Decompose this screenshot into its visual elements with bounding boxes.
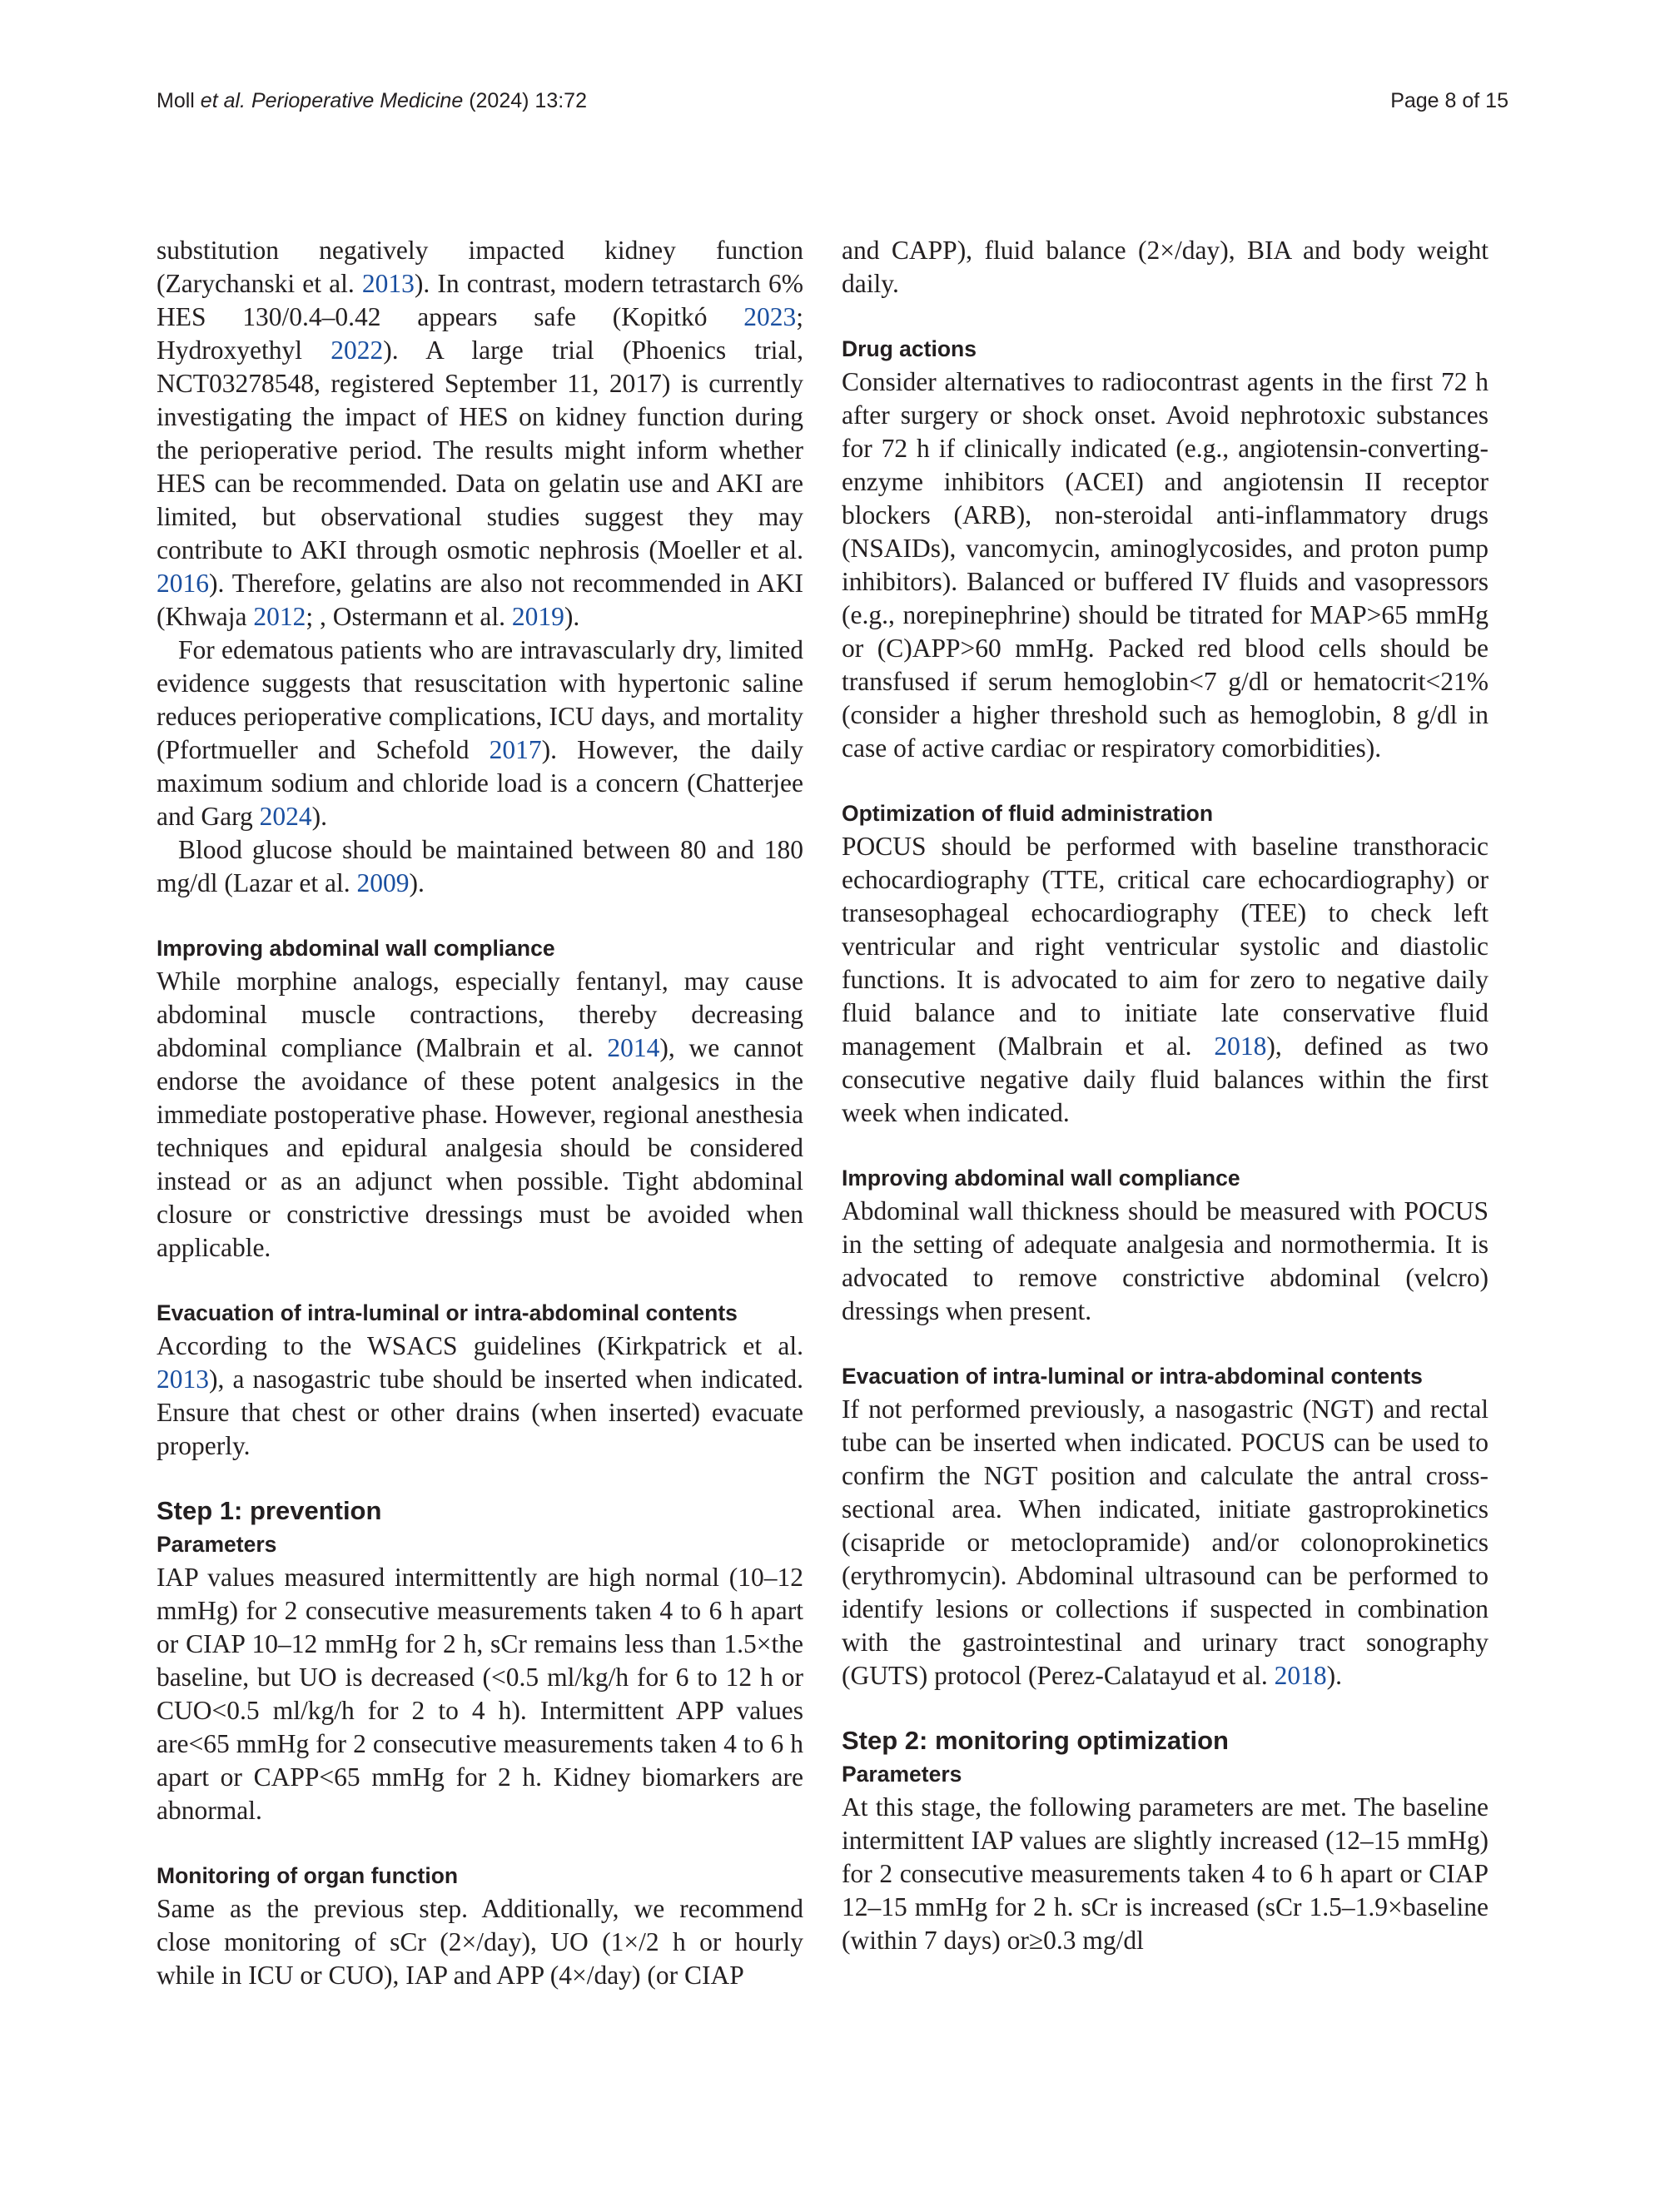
- citation-link[interactable]: 2018: [1214, 1031, 1267, 1061]
- running-header: [157, 89, 1508, 122]
- citation-link[interactable]: 2019: [511, 602, 564, 631]
- right-column: [842, 234, 1489, 1957]
- paragraph: At this stage, the following parameters are met. The baseline intermittent IAP values are slightly increased (12–15 mmHg) for 2 consecutive measurements taken 4 to 6 h apart or CIAP 12–15 mmHg for 2 h. sCr is increased (sCr 1.5–1.9×baseline (within 7 days) or≥0.3 mg/dl: [842, 1792, 1489, 1955]
- paragraph: and CAPP), fluid balance (2×/day), BIA and body weight daily.: [842, 236, 1489, 298]
- paragraph: According to the WSACS guidelines (Kirkpatrick et al. 2013), a nasogastric tube should be inserted when indicated. Ensure that chest or other drains (when inserted) evacuate properly.: [157, 1331, 803, 1460]
- citation-link[interactable]: 2012: [253, 602, 306, 631]
- step-heading: Step 1: prevention: [157, 1496, 382, 1525]
- paragraph: Blood glucose should be maintained between 80 and 180 mg/dl (Lazar et al. 2009).: [157, 835, 803, 897]
- section-heading: Improving abdominal wall compliance: [157, 936, 555, 961]
- citation-link[interactable]: 2013: [157, 1364, 209, 1394]
- section-heading: Evacuation of intra-luminal or intra-abdominal contents: [842, 1364, 1423, 1389]
- section-heading: Drug actions: [842, 336, 977, 361]
- paragraph: While morphine analogs, especially fentanyl, may cause abdominal muscle contractions, thereby decreasing abdominal compliance (Malbrain et al. 2014), we cannot endorse the avoidance of these potent analgesics in the immediate postoperative phase. However, regional anesthesia techniques and epidural analgesia should be considered instead or as an adjunct when possible. Tight abdominal closure or constrictive dressings must be avoided when applicable.: [157, 967, 804, 1262]
- page-number: Page 8 of 15: [1390, 89, 1508, 112]
- paragraph: substitution negatively impacted kidney function (Zarychanski et al. 2013). In contrast, modern tetrastarch 6% HES 130/0.4–0.42 appears safe (Kopitkó 2023; Hydroxyethyl 2022). A large trial (Phoenics trial, NCT03278548, registered September 11, 2017) is currently investigating the impact of HES on kidney function during the perioperative period. The results might inform whether HES can be recommended. Data on gelatin use and AKI are limited, but observational studies suggest they may contribute to AKI through osmotic nephrosis (Moeller et al. 2016). Therefore, gelatins are also not recommended in AKI (Khwaja 2012; , Ostermann et al. 2019).: [157, 236, 803, 631]
- section-heading: Improving abdominal wall compliance: [842, 1166, 1240, 1191]
- paragraph: POCUS should be performed with baseline transthoracic echocardiography (TTE, critical care echocardiography) or transesophageal echocardiography (TEE) to check left ventricular and right ventricular systolic and diastolic functions. It is advocated to aim for zero to negative daily fluid balance and to initiate late conservative fluid management (Malbrain et al. 2018), defined as two consecutive negative daily fluid balances within the first week when indicated.: [842, 832, 1489, 1127]
- citation-link[interactable]: 2018: [1274, 1661, 1327, 1690]
- paragraph: Abdominal wall thickness should be measured with POCUS in the setting of adequate analgesia and normothermia. It is advocated to remove constrictive abdominal (velcro) dressings when present.: [842, 1196, 1489, 1325]
- header-volume: (2024) 13:72: [469, 89, 587, 112]
- header-authors: Moll: [157, 89, 201, 112]
- citation-link[interactable]: 2024: [259, 802, 312, 831]
- paragraph: For edematous patients who are intravascularly dry, limited evidence suggests that resuscitation with hypertonic saline reduces perioperative complications, ICU days, and mortality (Pfortmueller and Schefold 2017). However, the daily maximum sodium and chloride load is a concern (Chatterjee and Garg 2024).: [157, 635, 803, 831]
- citation-link[interactable]: 2014: [607, 1033, 660, 1062]
- paragraph: Consider alternatives to radiocontrast agents in the first 72 h after surgery or shock onset. Avoid nephrotoxic substances for 72 h if clinically indicated (e.g., angiotensin-converting-enzyme inhibitors (ACEI) and angiotensin II receptor blockers (ARB), non-steroidal anti-inflammatory drugs (NSAIDs), vancomycin, aminoglycosides, and proton pump inhibitors). Balanced or buffered IV fluids and vasopressors (e.g., norepinephrine) should be titrated for MAP>65 mmHg or (C)APP>60 mmHg. Packed red blood cells should be transfused if serum hemoglobin<7 g/dl or hematocrit<21% (consider a higher threshold such as hemoglobin, 8 g/dl in case of active cardiac or respiratory comorbidities).: [842, 367, 1489, 763]
- paragraph: If not performed previously, a nasogastric (NGT) and rectal tube can be inserted when indicated. POCUS can be used to confirm the NGT position and calculate the antral cross-sectional area. When indicated, initiate gastroprokinetics (cisapride or metoclopramide) and/or colonoprokinetics (erythromycin). Abdominal ultrasound can be performed to identify lesions or collections if suspected in combination with the gastrointestinal and urinary tract sonography (GUTS) protocol (Perez-Calatayud et al. 2018).: [842, 1394, 1489, 1690]
- paragraph: Same as the previous step. Additionally, we recommend close monitoring of sCr (2×/day), UO (1×/2 h or hourly while in ICU or CUO), IAP and APP (4×/day) (or CIAP: [157, 1894, 803, 1990]
- step-heading: Step 2: monitoring optimization: [842, 1726, 1229, 1755]
- citation-link[interactable]: 2017: [489, 735, 542, 764]
- citation-link[interactable]: 2016: [157, 569, 209, 598]
- citation-link[interactable]: 2013: [361, 269, 415, 298]
- parameters-heading: Parameters: [157, 1532, 277, 1557]
- journal-citation: [157, 89, 587, 113]
- citation-link[interactable]: 2009: [356, 868, 410, 897]
- section-heading: Monitoring of organ function: [157, 1863, 459, 1888]
- section-heading: Optimization of fluid administration: [842, 801, 1214, 826]
- section-heading: Evacuation of intra-luminal or intra-abdominal contents: [157, 1300, 738, 1325]
- citation-link[interactable]: 2023: [743, 302, 797, 331]
- parameters-heading: Parameters: [842, 1762, 962, 1787]
- citation-link[interactable]: 2022: [331, 336, 384, 365]
- paragraph: IAP values measured intermittently are high normal (10–12 mmHg) for 2 consecutive measurements taken 4 to 6 h apart or CIAP 10–12 mmHg for 2 h, sCr remains less than 1.5×the baseline, but UO is decreased (<0.5 ml/kg/h for 6 to 12 h or CUO<0.5 ml/kg/h for 2 to 4 h). Intermittent APP values are<65 mmHg for 2 consecutive measurements taken 4 to 6 h apart or CAPP<65 mmHg for 2 h. Kidney biomarkers are abnormal.: [157, 1563, 803, 1825]
- left-column: [157, 234, 803, 1992]
- header-journal: et al. Perioperative Medicine: [200, 89, 464, 112]
